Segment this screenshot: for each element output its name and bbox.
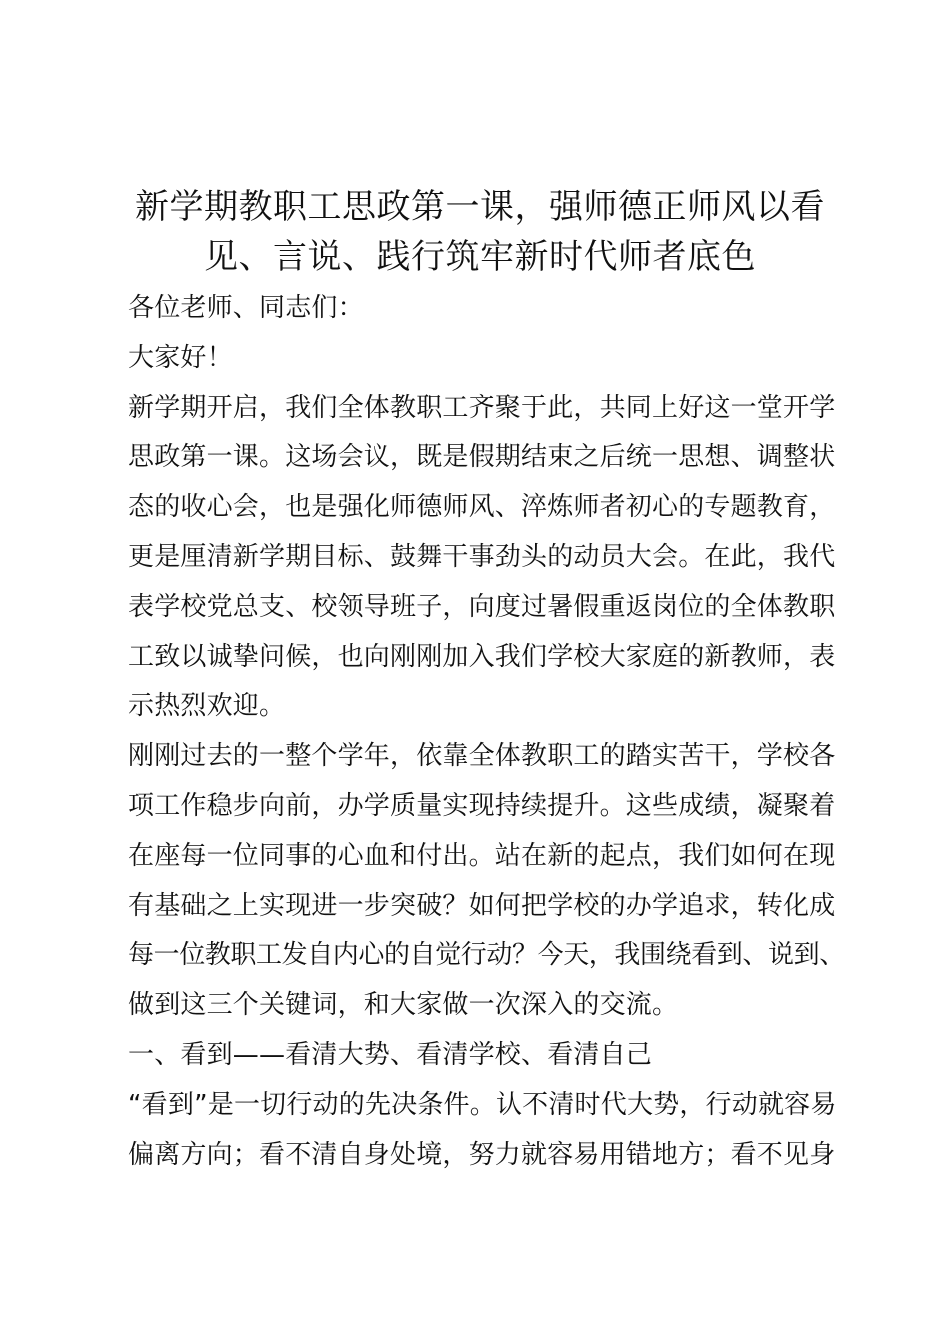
document-body xyxy=(128,284,844,1180)
body-line: “看到”是一切行动的先决条件。认不清时代大势，行动就容易 xyxy=(128,1089,837,1120)
greeting: 大家好！ xyxy=(128,342,233,373)
salutation: 各位老师、同志们： xyxy=(128,293,364,323)
document-title xyxy=(120,183,840,283)
body-line: 每一位教职工发自内心的自觉行动？今天，我围绕看到、说到、 xyxy=(128,940,845,971)
body-line: 刚刚过去的一整个学年，依靠全体教职工的踏实苦干，学校各 xyxy=(128,741,836,772)
body-line: 态的收心会，也是强化师德师风、淬炼师者初心的专题教育， xyxy=(128,492,836,523)
section-heading: 一、看到——看清大势、看清学校、看清自己 xyxy=(128,1039,653,1070)
body-line: 工致以诚挚问候，也向刚刚加入我们学校大家庭的新教师，表 xyxy=(128,641,836,672)
body-line: 思政第一课。这场会议，既是假期结束之后统一思想、调整状 xyxy=(128,442,836,473)
title-line-1: 新学期教职工思政第一课，强师德正师风以看 xyxy=(135,187,825,227)
body-line: 有基础之上实现进一步突破？如何把学校的办学追求，转化成 xyxy=(128,890,836,921)
body-line: 项工作稳步向前，办学质量实现持续提升。这些成绩，凝聚着 xyxy=(128,790,836,821)
body-line: 更是厘清新学期目标、鼓舞干事劲头的动员大会。在此，我代 xyxy=(128,541,836,572)
body-line: 新学期开启，我们全体教职工齐聚于此，共同上好这一堂开学 xyxy=(128,392,836,423)
body-line: 在座每一位同事的心血和付出。站在新的起点，我们如何在现 xyxy=(128,840,836,871)
body-line: 表学校党总支、校领导班子，向度过暑假重返岗位的全体教职 xyxy=(128,591,836,622)
body-line: 偏离方向；看不清自身处境，努力就容易用错地方；看不见身 xyxy=(128,1139,836,1170)
title-line-2: 见、言说、践行筑牢新时代师者底色 xyxy=(204,236,756,277)
body-line: 示热烈欢迎。 xyxy=(128,691,286,722)
body-line: 做到这三个关键词，和大家做一次深入的交流。 xyxy=(128,990,679,1021)
